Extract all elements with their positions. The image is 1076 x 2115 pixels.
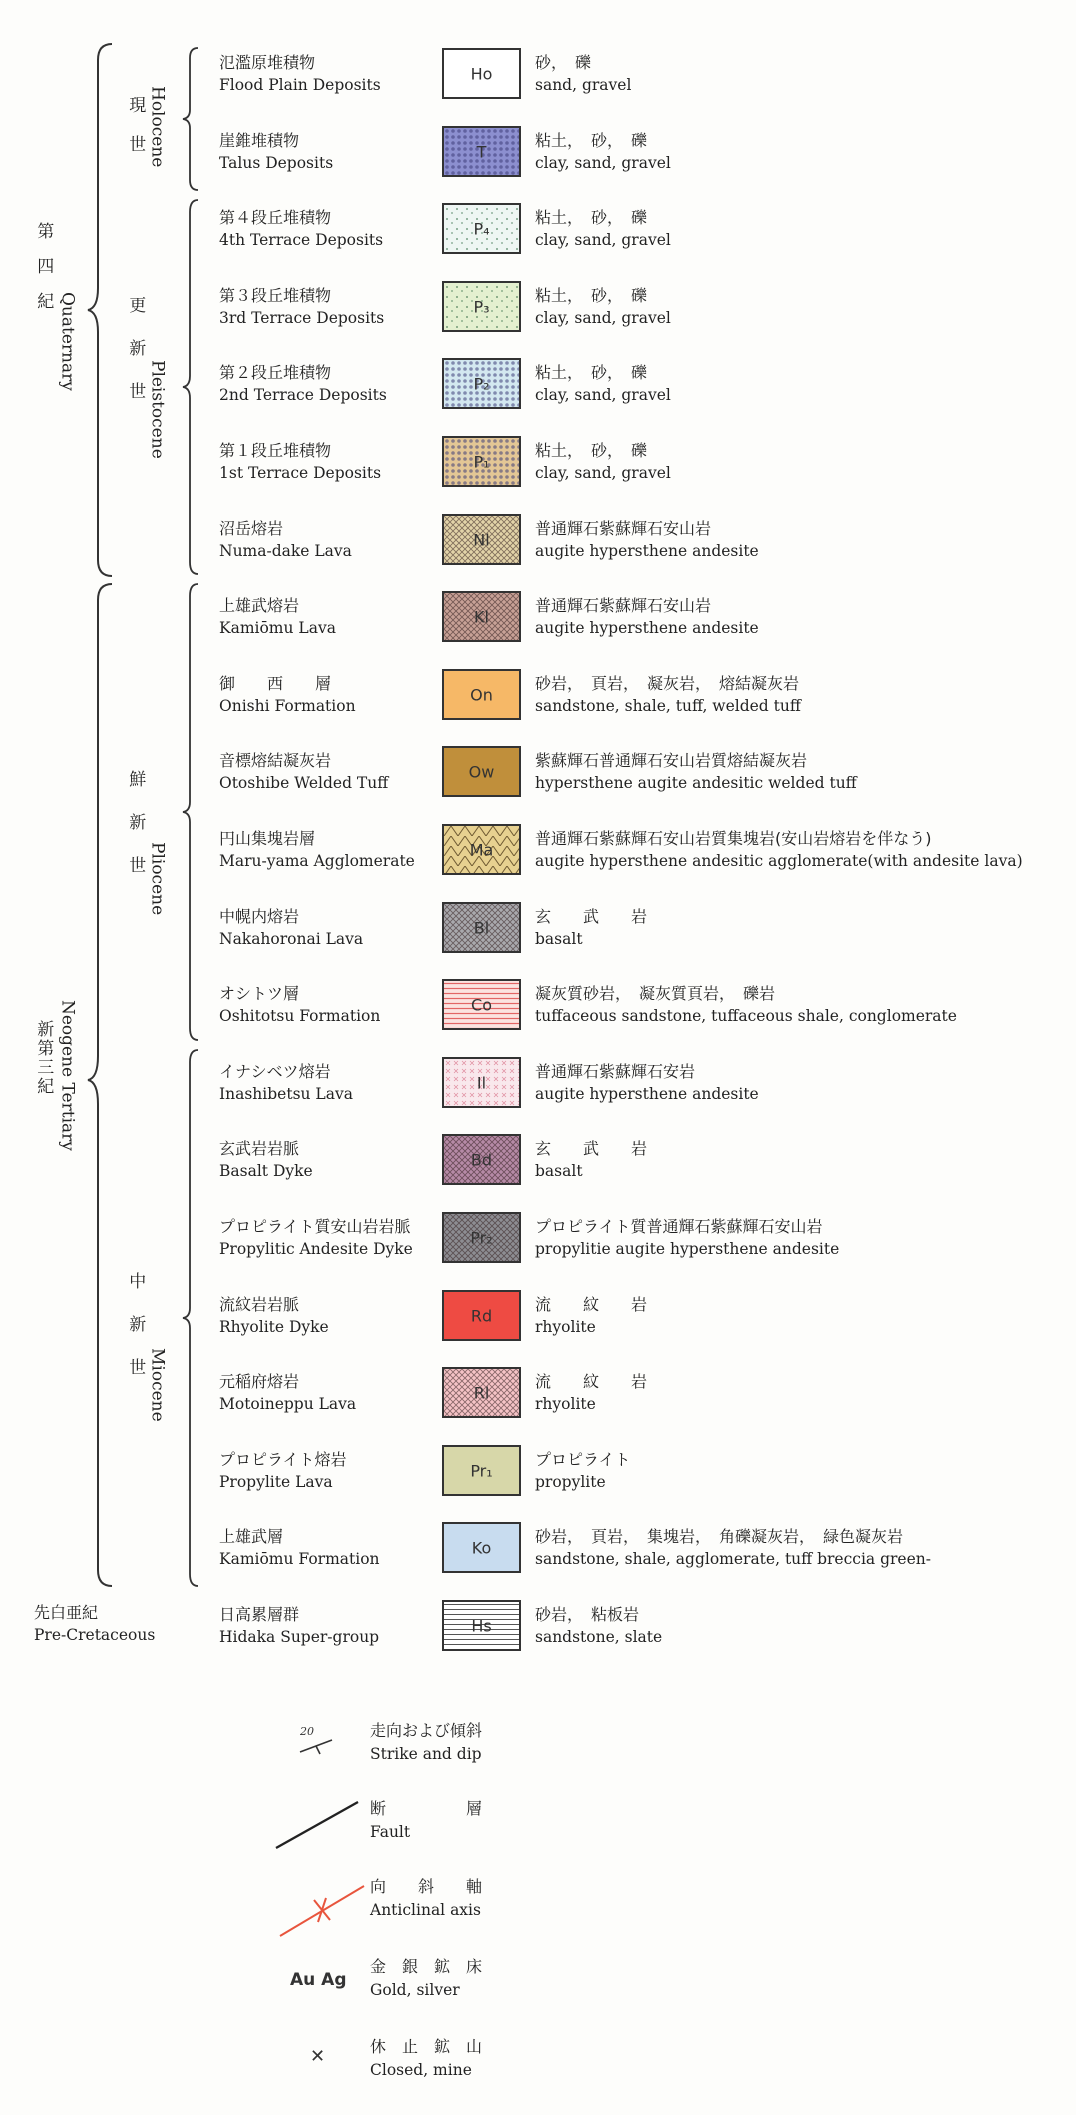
unit-desc-jp: 紫蘇輝石普通輝石安山岩質熔結凝灰岩 xyxy=(535,751,808,770)
symbol-strike-en: Strike and dip xyxy=(370,1745,482,1763)
unit-name-jp: 上雄武層 xyxy=(219,1527,284,1546)
unit-name-en: Oshitotsu Formation xyxy=(219,1007,381,1025)
unit-desc-jp: 砂， 礫 xyxy=(535,53,592,72)
unit-name-en: Basalt Dyke xyxy=(219,1162,313,1180)
unit-name-en: Otoshibe Welded Tuff xyxy=(219,774,389,792)
unit-desc-en: augite hypersthene andesite xyxy=(535,1085,759,1103)
epoch-holocene-en: Holocene xyxy=(147,86,168,168)
unit-name-en: Propylite Lava xyxy=(219,1473,333,1491)
unit-name-jp: 中幌内熔岩 xyxy=(219,907,300,926)
unit-code: Pr₂ xyxy=(470,1228,493,1247)
unit-name-jp: 氾濫原堆積物 xyxy=(219,53,316,72)
unit-code: Ho xyxy=(470,64,493,83)
unit-swatch xyxy=(442,358,521,409)
unit-swatch xyxy=(442,902,521,953)
unit-desc-jp: 砂岩， 頁岩， 集塊岩， 角礫凝灰岩， 緑色凝灰岩 xyxy=(535,1527,904,1546)
svg-text:20: 20 xyxy=(300,1725,314,1738)
symbol-anticline-en: Anticlinal axis xyxy=(370,1901,481,1919)
unit-desc-en: sand, gravel xyxy=(535,76,632,94)
unit-desc-en: clay, sand, gravel xyxy=(535,386,671,404)
unit-name-en: 3rd Terrace Deposits xyxy=(219,309,385,327)
unit-name-en: Kamiōmu Formation xyxy=(219,1550,380,1568)
unit-name-jp: 第４段丘堆積物 xyxy=(219,208,332,227)
epoch-miocene-jp: 中新世 xyxy=(125,1272,146,1401)
brace-holocene xyxy=(180,46,202,192)
symbol-strike-jp: 走向および傾斜 xyxy=(370,1721,483,1740)
unit-name-jp: 元稲府熔岩 xyxy=(219,1372,300,1391)
unit-name-jp: オシトツ層 xyxy=(219,984,300,1003)
unit-desc-en: augite hypersthene andesite xyxy=(535,542,759,560)
unit-desc-en: clay, sand, gravel xyxy=(535,309,671,327)
period-neogene-jp: 新第三紀 xyxy=(33,1020,54,1096)
unit-desc-jp: 普通輝石紫蘇輝石安山岩 xyxy=(535,519,712,538)
unit-swatch xyxy=(442,1134,521,1185)
unit-code: Rl xyxy=(473,1383,490,1402)
unit-desc-jp: プロピライト質普通輝石紫蘇輝石安山岩 xyxy=(535,1217,823,1236)
unit-desc-jp: 粘土， 砂， 礫 xyxy=(535,208,648,227)
unit-desc-en: propylitie augite hypersthene andesite xyxy=(535,1240,840,1258)
brace-neogene xyxy=(88,580,118,1590)
unit-desc-jp: 粘土， 砂， 礫 xyxy=(535,363,648,382)
gold-silver-icon: Au Ag xyxy=(290,1970,347,1990)
unit-name-en: Numa-dake Lava xyxy=(219,542,352,560)
unit-name-jp: 玄武岩岩脈 xyxy=(219,1139,300,1158)
unit-desc-jp: 粘土， 砂， 礫 xyxy=(535,441,648,460)
unit-code: Co xyxy=(471,995,492,1014)
unit-swatch xyxy=(442,436,521,487)
symbol-gold-en: Gold, silver xyxy=(370,1981,460,1999)
unit-desc-en: clay, sand, gravel xyxy=(535,154,671,172)
unit-desc-jp: 普通輝石紫蘇輝石安岩 xyxy=(535,1062,696,1081)
unit-swatch xyxy=(442,48,521,99)
unit-name-en: 4th Terrace Deposits xyxy=(219,231,384,249)
symbol-fault-jp: 断 層 xyxy=(370,1799,483,1818)
unit-swatch xyxy=(442,514,521,565)
unit-code: Ko xyxy=(471,1538,492,1557)
unit-name-jp: 第３段丘堆積物 xyxy=(219,286,332,305)
unit-code: Kl xyxy=(474,607,489,626)
unit-desc-en: tuffaceous sandstone, tuffaceous shale, conglomerate xyxy=(535,1007,957,1025)
unit-desc-en: sandstone, shale, tuff, welded tuff xyxy=(535,697,801,715)
unit-code: Pr₁ xyxy=(470,1461,493,1480)
unit-name-en: Flood Plain Deposits xyxy=(219,76,381,94)
unit-name-en: Motoineppu Lava xyxy=(219,1395,357,1413)
unit-name-jp: 日高累層群 xyxy=(219,1605,300,1624)
unit-code: Ow xyxy=(468,762,495,781)
unit-code: Il xyxy=(476,1073,487,1092)
unit-name-jp: イナシベツ熔岩 xyxy=(219,1062,331,1081)
period-pre-cretaceous-en: Pre-Cretaceous xyxy=(34,1626,156,1644)
unit-desc-en: rhyolite xyxy=(535,1395,596,1413)
unit-name-jp: 円山集塊岩層 xyxy=(219,829,316,848)
strike-dip-icon xyxy=(296,1722,346,1758)
symbol-mine-jp: 休 止 鉱 山 xyxy=(370,2037,483,2056)
unit-desc-jp: 玄 武 岩 xyxy=(535,1139,648,1158)
unit-name-jp: 御 西 層 xyxy=(219,674,332,693)
unit-swatch xyxy=(442,1445,521,1496)
unit-desc-jp: 砂岩， 粘板岩 xyxy=(535,1605,640,1624)
unit-code: Bl xyxy=(473,918,490,937)
unit-name-jp: 第１段丘堆積物 xyxy=(219,441,332,460)
unit-desc-en: augite hypersthene andesite xyxy=(535,619,759,637)
unit-code: P₄ xyxy=(473,219,490,238)
unit-swatch xyxy=(442,979,521,1030)
unit-desc-en: sandstone, slate xyxy=(535,1628,663,1646)
period-pre-cretaceous-jp: 先白亜紀 xyxy=(34,1603,99,1622)
unit-desc-en: basalt xyxy=(535,930,583,948)
anticlinal-axis-icon xyxy=(278,1880,368,1940)
unit-swatch xyxy=(442,1212,521,1263)
unit-swatch xyxy=(442,1367,521,1418)
epoch-pleistocene-en: Pleistocene xyxy=(147,360,168,459)
epoch-holocene-jp: 現世 xyxy=(125,96,146,174)
unit-code: P₁ xyxy=(473,452,490,471)
epoch-pliocene-en: Pliocene xyxy=(147,842,168,916)
unit-code: P₃ xyxy=(473,297,490,316)
unit-name-en: Propylitic Andesite Dyke xyxy=(219,1240,413,1258)
unit-name-jp: 沼岳熔岩 xyxy=(219,519,284,538)
unit-name-jp: 音標熔結凝灰岩 xyxy=(219,751,332,770)
unit-name-en: Nakahoronai Lava xyxy=(219,930,364,948)
unit-desc-en: basalt xyxy=(535,1162,583,1180)
unit-code: T xyxy=(476,142,487,161)
period-quaternary-jp: 第四紀 xyxy=(33,222,54,327)
unit-desc-jp: 砂岩， 頁岩， 凝灰岩， 熔結凝灰岩 xyxy=(535,674,800,693)
unit-swatch xyxy=(442,824,521,875)
unit-name-jp: 上雄武熔岩 xyxy=(219,596,300,615)
symbol-gold-jp: 金 銀 鉱 床 xyxy=(370,1957,483,1976)
unit-swatch xyxy=(442,669,521,720)
unit-name-en: Talus Deposits xyxy=(219,154,334,172)
closed-mine-icon: ✕ xyxy=(310,2046,326,2067)
unit-name-en: Maru-yama Agglomerate xyxy=(219,852,415,870)
unit-desc-jp: プロピライト xyxy=(535,1450,631,1469)
unit-name-en: Onishi Formation xyxy=(219,697,356,715)
unit-name-jp: 崖錐堆積物 xyxy=(219,131,300,150)
unit-code: Hs xyxy=(471,1616,492,1635)
unit-desc-jp: 普通輝石紫蘇輝石安山岩質集塊岩(安山岩熔岩を伴なう) xyxy=(535,829,932,848)
unit-name-jp: プロピライト質安山岩岩脈 xyxy=(219,1217,411,1236)
unit-code: Bd xyxy=(470,1150,493,1169)
unit-name-jp: プロピライト熔岩 xyxy=(219,1450,347,1469)
unit-desc-en: clay, sand, gravel xyxy=(535,231,671,249)
unit-desc-jp: 流 紋 岩 xyxy=(535,1295,648,1314)
unit-code: Ma xyxy=(469,840,494,859)
unit-name-en: 1st Terrace Deposits xyxy=(219,464,382,482)
fault-icon xyxy=(272,1798,362,1852)
unit-desc-jp: 普通輝石紫蘇輝石安山岩 xyxy=(535,596,712,615)
brace-quaternary xyxy=(88,40,118,580)
unit-desc-jp: 玄 武 岩 xyxy=(535,907,648,926)
unit-swatch xyxy=(442,746,521,797)
unit-desc-en: clay, sand, gravel xyxy=(535,464,671,482)
unit-swatch xyxy=(442,1057,521,1108)
unit-code: P₂ xyxy=(473,374,490,393)
unit-name-en: 2nd Terrace Deposits xyxy=(219,386,387,404)
unit-name-jp: 流紋岩岩脈 xyxy=(219,1295,300,1314)
unit-desc-jp: 流 紋 岩 xyxy=(535,1372,648,1391)
unit-desc-en: sandstone, shale, agglomerate, tuff breccia green- xyxy=(535,1550,931,1568)
epoch-pliocene-jp: 鮮新世 xyxy=(125,770,146,899)
unit-name-en: Rhyolite Dyke xyxy=(219,1318,329,1336)
unit-swatch xyxy=(442,203,521,254)
period-quaternary-en: Quaternary xyxy=(57,292,78,391)
brace-miocene xyxy=(180,1048,202,1588)
unit-swatch xyxy=(442,1522,521,1573)
unit-swatch xyxy=(442,1600,521,1651)
brace-pliocene xyxy=(180,582,202,1042)
unit-swatch xyxy=(442,1290,521,1341)
unit-desc-jp: 粘土， 砂， 礫 xyxy=(535,131,648,150)
unit-code: On xyxy=(470,685,493,704)
unit-desc-en: propylite xyxy=(535,1473,606,1491)
symbol-anticline-jp: 向 斜 軸 xyxy=(370,1877,483,1896)
unit-swatch xyxy=(442,591,521,642)
epoch-pleistocene-jp: 更新世 xyxy=(125,296,146,425)
brace-pleistocene xyxy=(180,198,202,576)
unit-code: Nl xyxy=(473,530,490,549)
symbol-fault-en: Fault xyxy=(370,1823,411,1841)
symbol-mine-en: Closed, mine xyxy=(370,2061,472,2079)
period-neogene-en: Neogene Tertiary xyxy=(57,1000,78,1151)
unit-name-en: Kamiōmu Lava xyxy=(219,619,336,637)
unit-name-en: Hidaka Super-group xyxy=(219,1628,380,1646)
unit-desc-jp: 凝灰質砂岩， 凝灰質頁岩， 礫岩 xyxy=(535,984,776,1003)
unit-swatch xyxy=(442,126,521,177)
unit-name-en: Inashibetsu Lava xyxy=(219,1085,353,1103)
unit-desc-jp: 粘土， 砂， 礫 xyxy=(535,286,648,305)
unit-desc-en: rhyolite xyxy=(535,1318,596,1336)
unit-desc-en: augite hypersthene andesitic agglomerate(with andesite lava) xyxy=(535,852,1023,870)
unit-desc-en: hypersthene augite andesitic welded tuff xyxy=(535,774,857,792)
unit-name-jp: 第２段丘堆積物 xyxy=(219,363,332,382)
unit-code: Rd xyxy=(470,1306,493,1325)
unit-swatch xyxy=(442,281,521,332)
epoch-miocene-en: Miocene xyxy=(147,1348,168,1422)
